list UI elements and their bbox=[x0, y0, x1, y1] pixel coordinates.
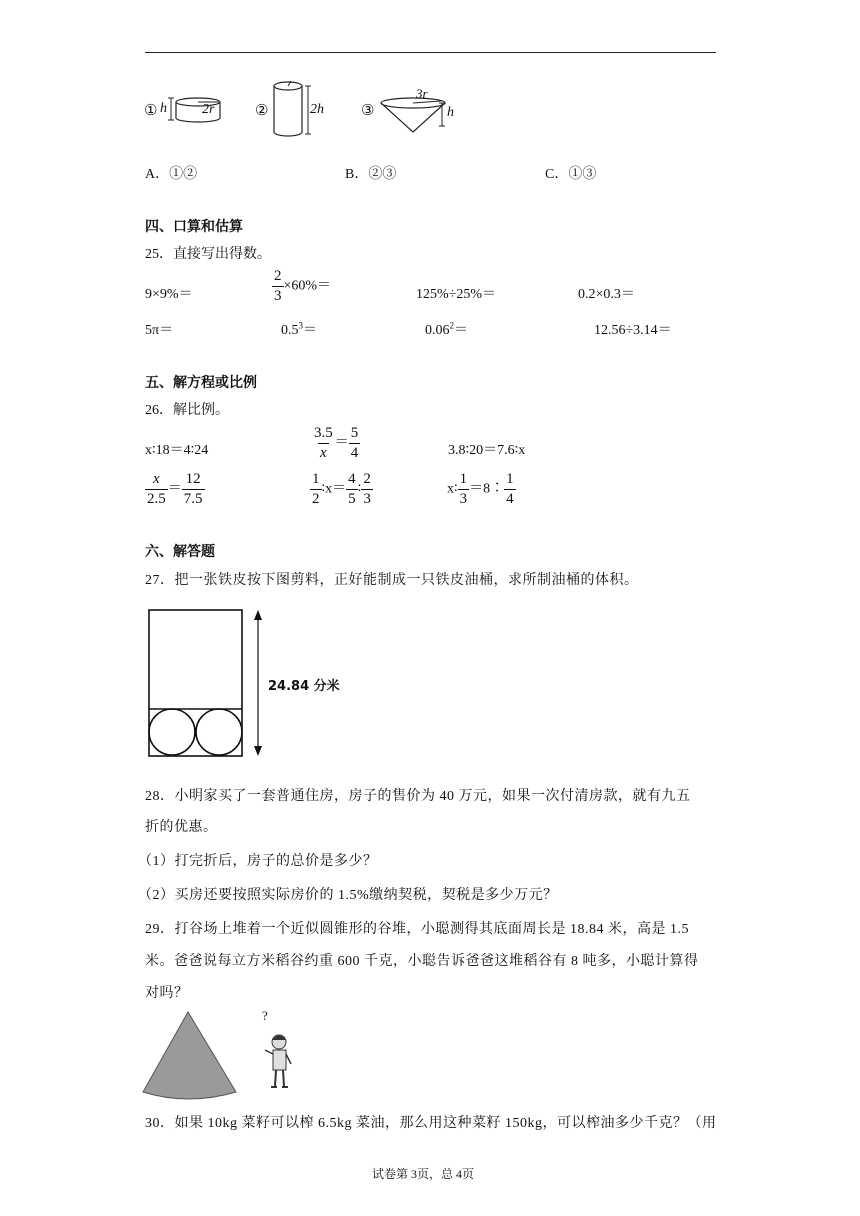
sheet-cutting-figure bbox=[140, 604, 380, 760]
fraction-right bbox=[349, 426, 361, 461]
calc-two-thirds-x-60pct bbox=[272, 269, 331, 304]
sheet-height-label: 24.84 分米 bbox=[268, 679, 340, 694]
numerator: 3.5 bbox=[314, 425, 333, 441]
numerator: 1 bbox=[506, 471, 514, 487]
question-27: 27．把一张铁皮按下图剪料，正好能制成一只铁皮油桶，求所制油桶的体积。 bbox=[145, 573, 639, 588]
denominator: 4 bbox=[350, 445, 359, 461]
calc-5pi: 5π＝ bbox=[145, 323, 174, 338]
denominator: 4 bbox=[506, 491, 514, 507]
proportion-1: x∶18＝4∶24 bbox=[145, 443, 209, 458]
fraction bbox=[272, 269, 284, 304]
section-4-title: 四、口算和估算 bbox=[145, 220, 243, 235]
figure-1-number: ① bbox=[144, 103, 158, 119]
numerator: 5 bbox=[350, 425, 359, 441]
fraction-2 bbox=[346, 472, 358, 507]
calc-9x9pct: 9×9%＝ bbox=[145, 287, 193, 302]
denominator: 3 bbox=[459, 491, 468, 507]
question-28-sub-2: （2）买房还要按照实际房价的 1.5%缴纳契税，契税是多少万元？ bbox=[138, 888, 558, 903]
denominator: 3 bbox=[363, 491, 371, 507]
fraction-right bbox=[182, 472, 205, 507]
exponent: 2 bbox=[449, 320, 454, 331]
question-28-line-2: 折的优惠。 bbox=[145, 820, 218, 835]
question-29-line-3: 对吗？ bbox=[145, 986, 189, 1001]
figure-1-h-label: h bbox=[160, 101, 167, 116]
option-a[interactable]: A．①② bbox=[145, 167, 198, 182]
prefix: x∶ bbox=[447, 481, 458, 497]
fraction-denominator: 3 bbox=[274, 288, 282, 304]
fraction-numerator: 2 bbox=[274, 268, 282, 284]
numerator: 2 bbox=[363, 471, 371, 487]
calc-0.2x0.3: 0.2×0.3＝ bbox=[578, 287, 635, 302]
denominator: 2 bbox=[312, 491, 320, 507]
proportion-5 bbox=[310, 472, 373, 507]
question-29-line-1: 29．打谷场上堆着一个近似圆锥形的谷堆，小聪测得其底面周长是 18.84 米，高是 1.5 bbox=[145, 922, 689, 937]
question-29-line-2: 米。爸爸说每立方米稻谷约重 600 千克，小聪告诉爸爸这堆稻谷有 8 吨多，小聪计算得 bbox=[145, 954, 699, 969]
denominator: 5 bbox=[348, 491, 356, 507]
calc-0.5-cubed bbox=[281, 319, 317, 339]
option-c[interactable]: C．①③ bbox=[545, 167, 597, 182]
question-26: 26．解比例。 bbox=[145, 403, 229, 418]
calc-0.06-squared bbox=[425, 319, 468, 339]
fraction-3 bbox=[361, 472, 373, 507]
question-25: 25．直接写出得数。 bbox=[145, 247, 271, 262]
base: 0.5 bbox=[281, 323, 299, 338]
calc-12.56-div-3.14: 12.56÷3.14＝ bbox=[594, 323, 672, 338]
figure-3-h-label: h bbox=[447, 105, 454, 120]
equals: ＝ bbox=[334, 435, 349, 451]
fraction-left bbox=[145, 472, 168, 507]
equals: ＝ bbox=[303, 323, 317, 338]
numerator: 1 bbox=[312, 471, 320, 487]
middle: ＝8∶ bbox=[469, 481, 505, 497]
proportion-4 bbox=[145, 472, 205, 507]
equals: ＝ bbox=[454, 323, 468, 338]
section-6-title: 六、解答题 bbox=[145, 545, 215, 560]
denominator: x bbox=[320, 445, 327, 461]
fraction-left bbox=[312, 426, 335, 461]
figure-1-short-cylinder bbox=[140, 90, 240, 130]
numerator: x bbox=[153, 471, 160, 487]
section-5-title: 五、解方程或比例 bbox=[145, 376, 257, 391]
calc-125pct-div-25pct: 125%÷25%＝ bbox=[416, 287, 497, 302]
numerator: 1 bbox=[459, 471, 468, 487]
equals: ＝ bbox=[167, 481, 182, 497]
question-30-line-1: 30．如果 10kg 菜籽可以榨 6.5kg 菜油，那么用这种菜籽 150kg，可以榨油多少千克？（用 bbox=[145, 1116, 717, 1131]
figure-2-drawing bbox=[252, 76, 342, 146]
fraction-1 bbox=[458, 472, 470, 507]
calc-rest: ×60%＝ bbox=[283, 278, 332, 294]
question-28-line-1: 28．小明家买了一套普通住房，房子的售价为 40 万元，如果一次付清房款，就有九五 bbox=[145, 789, 691, 804]
figure-3-number: ③ bbox=[361, 103, 375, 119]
sheet-cutting-drawing bbox=[140, 604, 380, 760]
figure-1-drawing bbox=[140, 90, 240, 130]
base: 0.06 bbox=[425, 323, 450, 338]
top-rule bbox=[145, 52, 716, 53]
middle: ∶x＝ bbox=[321, 481, 347, 497]
colon: ∶ bbox=[357, 481, 362, 497]
denominator: 7.5 bbox=[183, 491, 203, 507]
denominator: 2.5 bbox=[147, 491, 166, 507]
page-footer: 试卷第 3页，总 4页 bbox=[372, 1167, 475, 1181]
figure-2-tall-cylinder bbox=[252, 76, 342, 146]
grain-pile-drawing bbox=[140, 1006, 310, 1102]
figure-3-radius-label: 3r bbox=[416, 86, 428, 101]
option-b[interactable]: B．②③ bbox=[345, 167, 397, 182]
numerator: 12 bbox=[185, 471, 201, 487]
figure-2-number: ② bbox=[255, 103, 269, 119]
proportion-3: 3.8∶20＝7.6∶x bbox=[448, 443, 526, 458]
question-28-sub-1: （1）打完折后，房子的总价是多少？ bbox=[138, 854, 378, 869]
figure-1-radius-label: 2r bbox=[202, 102, 215, 117]
proportion-6 bbox=[447, 472, 516, 507]
fraction-1 bbox=[310, 472, 322, 507]
question-mark-icon: ? bbox=[262, 1008, 268, 1023]
figure-2-h-label: 2h bbox=[310, 102, 324, 117]
exponent: 3 bbox=[298, 320, 303, 331]
fraction-2 bbox=[504, 472, 516, 507]
grain-pile-figure bbox=[140, 1006, 310, 1102]
figure-3-cone bbox=[358, 86, 468, 142]
proportion-2 bbox=[312, 426, 360, 461]
numerator: 4 bbox=[348, 471, 356, 487]
